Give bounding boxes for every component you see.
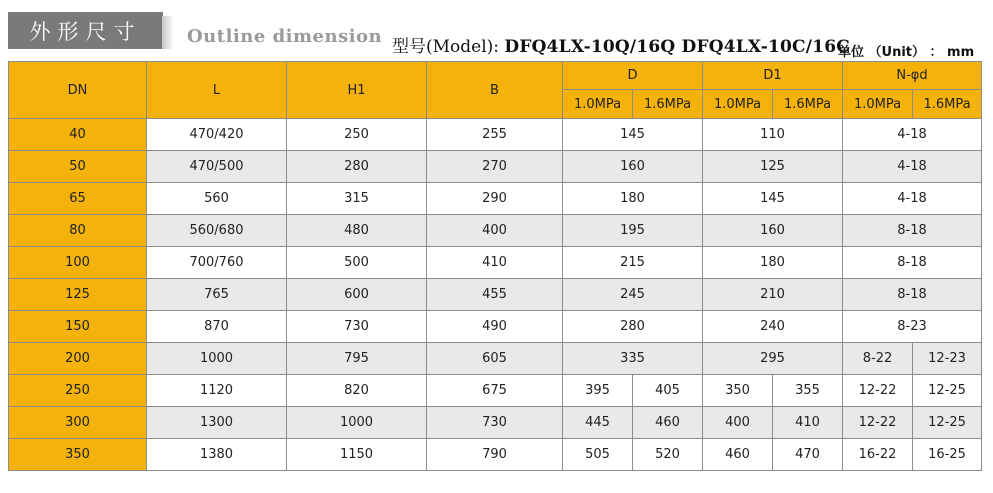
section-badge: 外形尺寸 — [8, 12, 163, 49]
header-d: D — [563, 62, 703, 90]
cell-dn: 150 — [9, 311, 147, 343]
cell-h1: 1000 — [287, 407, 427, 439]
cell-l: 560/680 — [147, 215, 287, 247]
cell-l: 1300 — [147, 407, 287, 439]
table-row — [9, 343, 982, 375]
cell-d1: 180 — [703, 247, 843, 279]
cell-b: 410 — [427, 247, 563, 279]
cell-dn: 50 — [9, 151, 147, 183]
cell-n-phi-d: 12-23 — [913, 343, 982, 375]
table-row — [9, 375, 982, 407]
cell-b: 605 — [427, 343, 563, 375]
cell-n-phi-d: 12-25 — [913, 407, 982, 439]
cell-h1: 250 — [287, 119, 427, 151]
cell-dn: 350 — [9, 439, 147, 471]
cell-n-phi-d: 12-25 — [913, 375, 982, 407]
cell-b: 290 — [427, 183, 563, 215]
cell-d1: 410 — [773, 407, 843, 439]
cell-h1: 730 — [287, 311, 427, 343]
table-row — [9, 151, 982, 183]
cell-n-phi-d: 4-18 — [843, 183, 982, 215]
cell-h1: 795 — [287, 343, 427, 375]
cell-l: 870 — [147, 311, 287, 343]
cell-l: 470/500 — [147, 151, 287, 183]
cell-d: 215 — [563, 247, 703, 279]
header-pressure: 1.0MPa — [703, 90, 773, 119]
cell-n-phi-d: 8-18 — [843, 215, 982, 247]
cell-dn: 250 — [9, 375, 147, 407]
dimension-table — [8, 61, 982, 471]
table-row — [9, 183, 982, 215]
cell-d: 245 — [563, 279, 703, 311]
header-pressure: 1.0MPa — [843, 90, 913, 119]
header-pressure: 1.6MPa — [773, 90, 843, 119]
cell-n-phi-d: 12-22 — [843, 407, 913, 439]
header-pressure: 1.6MPa — [913, 90, 982, 119]
cell-d1: 355 — [773, 375, 843, 407]
cell-d: 145 — [563, 119, 703, 151]
page-header — [0, 0, 993, 58]
cell-d: 335 — [563, 343, 703, 375]
cell-b: 490 — [427, 311, 563, 343]
cell-dn: 40 — [9, 119, 147, 151]
cell-dn: 200 — [9, 343, 147, 375]
model-line — [392, 32, 850, 57]
cell-l: 560 — [147, 183, 287, 215]
cell-l: 1120 — [147, 375, 287, 407]
header-d1: D1 — [703, 62, 843, 90]
cell-d: 395 — [563, 375, 633, 407]
table-body — [9, 119, 982, 471]
cell-b: 455 — [427, 279, 563, 311]
cell-n-phi-d: 8-18 — [843, 279, 982, 311]
cell-b: 270 — [427, 151, 563, 183]
cell-d: 445 — [563, 407, 633, 439]
cell-n-phi-d: 8-23 — [843, 311, 982, 343]
badge-shadow — [162, 16, 174, 49]
model-label: 型号(Model): — [392, 37, 500, 57]
cell-h1: 280 — [287, 151, 427, 183]
cell-d1: 145 — [703, 183, 843, 215]
cell-h1: 480 — [287, 215, 427, 247]
table-row — [9, 279, 982, 311]
cell-d1: 125 — [703, 151, 843, 183]
cell-d1: 110 — [703, 119, 843, 151]
cell-n-phi-d: 12-22 — [843, 375, 913, 407]
header-dn: DN — [9, 62, 147, 119]
cell-d: 280 — [563, 311, 703, 343]
cell-d: 180 — [563, 183, 703, 215]
cell-n-phi-d: 16-22 — [843, 439, 913, 471]
cell-dn: 300 — [9, 407, 147, 439]
cell-b: 255 — [427, 119, 563, 151]
cell-b: 675 — [427, 375, 563, 407]
cell-l: 765 — [147, 279, 287, 311]
cell-n-phi-d: 4-18 — [843, 151, 982, 183]
table-row — [9, 439, 982, 471]
cell-n-phi-d: 8-18 — [843, 247, 982, 279]
cell-dn: 100 — [9, 247, 147, 279]
cell-d: 520 — [633, 439, 703, 471]
cell-d1: 210 — [703, 279, 843, 311]
cell-h1: 1150 — [287, 439, 427, 471]
table-row — [9, 119, 982, 151]
table-row — [9, 311, 982, 343]
cell-n-phi-d: 4-18 — [843, 119, 982, 151]
table-row — [9, 407, 982, 439]
header-h1: H1 — [287, 62, 427, 119]
cell-h1: 500 — [287, 247, 427, 279]
cell-d1: 160 — [703, 215, 843, 247]
cell-n-phi-d: 8-22 — [843, 343, 913, 375]
cell-d1: 460 — [703, 439, 773, 471]
cell-b: 400 — [427, 215, 563, 247]
cell-n-phi-d: 16-25 — [913, 439, 982, 471]
cell-d: 405 — [633, 375, 703, 407]
table-row — [9, 215, 982, 247]
cell-h1: 600 — [287, 279, 427, 311]
cell-l: 700/760 — [147, 247, 287, 279]
cell-d: 195 — [563, 215, 703, 247]
cell-dn: 80 — [9, 215, 147, 247]
cell-h1: 315 — [287, 183, 427, 215]
cell-d: 160 — [563, 151, 703, 183]
cell-l: 1000 — [147, 343, 287, 375]
section-subtitle: Outline dimension — [187, 26, 383, 47]
header-b: B — [427, 62, 563, 119]
model-value: DFQ4LX-10Q/16Q DFQ4LX-10C/16C — [504, 37, 850, 57]
cell-d1: 350 — [703, 375, 773, 407]
unit-label: 单位 （Unit） ： mm — [838, 45, 975, 60]
header-pressure: 1.6MPa — [633, 90, 703, 119]
cell-h1: 820 — [287, 375, 427, 407]
cell-d1: 400 — [703, 407, 773, 439]
cell-d1: 240 — [703, 311, 843, 343]
header-n-phi-d: N-φd — [843, 62, 982, 90]
cell-d1: 470 — [773, 439, 843, 471]
cell-b: 790 — [427, 439, 563, 471]
table-row — [9, 247, 982, 279]
cell-d: 460 — [633, 407, 703, 439]
cell-l: 470/420 — [147, 119, 287, 151]
cell-b: 730 — [427, 407, 563, 439]
cell-d1: 295 — [703, 343, 843, 375]
cell-l: 1380 — [147, 439, 287, 471]
cell-dn: 65 — [9, 183, 147, 215]
header-l: L — [147, 62, 287, 119]
cell-d: 505 — [563, 439, 633, 471]
header-pressure: 1.0MPa — [563, 90, 633, 119]
cell-dn: 125 — [9, 279, 147, 311]
